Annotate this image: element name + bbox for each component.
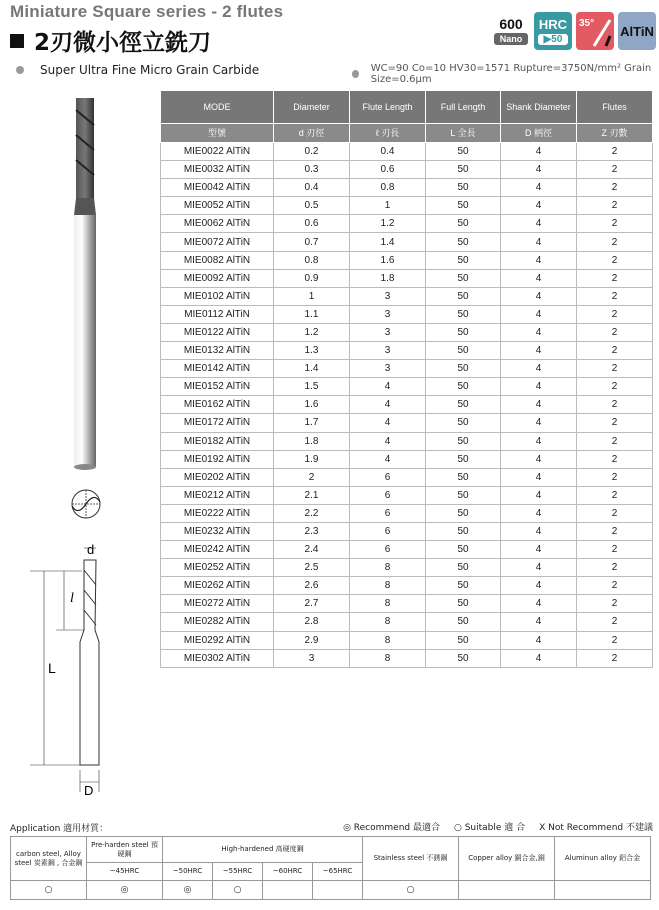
table-cell: MIE0062 AlTiN bbox=[161, 215, 274, 233]
table-cell: MIE0262 AlTiN bbox=[161, 577, 274, 595]
end-view-icon bbox=[72, 490, 100, 518]
table-cell: 2.1 bbox=[274, 486, 350, 504]
mark-carbon: ○ bbox=[11, 881, 87, 900]
table-cell: 0.7 bbox=[274, 233, 350, 251]
table-cell: 50 bbox=[426, 179, 501, 197]
app-highharden: High-hardened 高硬度鋼 bbox=[163, 837, 363, 863]
table-cell: 2 bbox=[577, 613, 653, 631]
label-D: D bbox=[84, 783, 94, 798]
bullet-dot-icon bbox=[16, 66, 24, 74]
table-cell: 50 bbox=[426, 631, 501, 649]
hrc-badge bbox=[534, 12, 572, 50]
table-cell: MIE0042 AlTiN bbox=[161, 179, 274, 197]
table-cell: 50 bbox=[426, 595, 501, 613]
table-cell: 50 bbox=[426, 269, 501, 287]
table-cell: 0.4 bbox=[350, 143, 426, 161]
table-cell: 50 bbox=[426, 577, 501, 595]
table-cell: 2.8 bbox=[274, 613, 350, 631]
table-cell: 50 bbox=[426, 143, 501, 161]
table-cell: 4 bbox=[501, 305, 577, 323]
table-cell: MIE0032 AlTiN bbox=[161, 161, 274, 179]
table-cell: 4 bbox=[501, 215, 577, 233]
table-cell: 2.6 bbox=[274, 577, 350, 595]
bullet-dot-icon bbox=[352, 70, 359, 78]
table-cell: 2 bbox=[577, 432, 653, 450]
table-cell: 4 bbox=[501, 414, 577, 432]
table-cell: MIE0022 AlTiN bbox=[161, 143, 274, 161]
table-cell: MIE0112 AlTiN bbox=[161, 305, 274, 323]
table-row bbox=[161, 161, 653, 179]
table-cell: 2 bbox=[577, 486, 653, 504]
table-row bbox=[161, 342, 653, 360]
table-cell: 4 bbox=[501, 649, 577, 667]
material-line bbox=[16, 63, 259, 77]
table-cell: 8 bbox=[350, 613, 426, 631]
label-l: l bbox=[70, 591, 74, 606]
label-L: L bbox=[48, 660, 56, 676]
table-cell: 4 bbox=[501, 378, 577, 396]
table-cell: 2 bbox=[577, 215, 653, 233]
table-cell: 4 bbox=[501, 577, 577, 595]
table-cell: 6 bbox=[350, 486, 426, 504]
table-cell: 3 bbox=[350, 360, 426, 378]
table-cell: MIE0232 AlTiN bbox=[161, 522, 274, 540]
table-cell: 2 bbox=[577, 541, 653, 559]
table-cell: 0.5 bbox=[274, 197, 350, 215]
table-cell: 4 bbox=[501, 233, 577, 251]
table-cell: 50 bbox=[426, 197, 501, 215]
table-cell: 0.8 bbox=[350, 179, 426, 197]
table-cell: 50 bbox=[426, 161, 501, 179]
application-title: Application 適用材質： bbox=[10, 824, 109, 834]
col-flutes: Flutes bbox=[577, 91, 653, 124]
table-cell: MIE0172 AlTiN bbox=[161, 414, 274, 432]
mark-55hrc: ○ bbox=[213, 881, 263, 900]
table-cell: 3 bbox=[350, 323, 426, 341]
table-cell: 2 bbox=[577, 378, 653, 396]
table-cell: MIE0292 AlTiN bbox=[161, 631, 274, 649]
table-cell: 2 bbox=[577, 342, 653, 360]
table-cell: 0.4 bbox=[274, 179, 350, 197]
spec-table bbox=[160, 90, 653, 668]
table-cell: 2 bbox=[577, 631, 653, 649]
table-cell: 0.8 bbox=[274, 251, 350, 269]
table-cell: MIE0222 AlTiN bbox=[161, 504, 274, 522]
nano-top: 600 bbox=[499, 16, 523, 32]
table-row bbox=[161, 432, 653, 450]
table-cell: 50 bbox=[426, 251, 501, 269]
col-flute-length-cn: ℓ 刃長 bbox=[350, 124, 426, 143]
table-row bbox=[161, 486, 653, 504]
table-cell: MIE0102 AlTiN bbox=[161, 287, 274, 305]
table-cell: 50 bbox=[426, 541, 501, 559]
table-row bbox=[161, 360, 653, 378]
application-legend bbox=[343, 820, 653, 833]
material-text: Super Ultra Fine Micro Grain Carbide bbox=[40, 63, 260, 77]
table-cell: 2 bbox=[577, 504, 653, 522]
table-cell: 4 bbox=[501, 559, 577, 577]
nano-bottom: Nano bbox=[494, 33, 528, 45]
table-row bbox=[161, 613, 653, 631]
table-cell: 4 bbox=[350, 396, 426, 414]
table-cell: 2 bbox=[577, 595, 653, 613]
table-cell: MIE0052 AlTiN bbox=[161, 197, 274, 215]
table-cell: 2 bbox=[577, 233, 653, 251]
table-cell: 4 bbox=[350, 378, 426, 396]
table-cell: 4 bbox=[501, 486, 577, 504]
table-cell: 1.8 bbox=[274, 432, 350, 450]
table-cell: 4 bbox=[501, 197, 577, 215]
table-cell: 4 bbox=[501, 541, 577, 559]
altin-coating-badge bbox=[618, 12, 656, 50]
page-title-cn bbox=[10, 24, 211, 57]
table-cell: 2.2 bbox=[274, 504, 350, 522]
table-cell: 6 bbox=[350, 541, 426, 559]
header-row-en bbox=[161, 91, 653, 124]
table-cell: 4 bbox=[501, 323, 577, 341]
table-cell: 2 bbox=[577, 414, 653, 432]
table-cell: MIE0212 AlTiN bbox=[161, 486, 274, 504]
table-cell: 2.3 bbox=[274, 522, 350, 540]
table-cell: 4 bbox=[501, 450, 577, 468]
table-cell: 1 bbox=[350, 197, 426, 215]
table-row bbox=[161, 559, 653, 577]
table-cell: 1.8 bbox=[350, 269, 426, 287]
hrc-bottom: ▶50 bbox=[538, 34, 568, 45]
app-sub-45: ~45HRC bbox=[87, 863, 163, 881]
table-cell: 4 bbox=[350, 414, 426, 432]
table-cell: 2.5 bbox=[274, 559, 350, 577]
table-cell: 2 bbox=[577, 143, 653, 161]
table-cell: 1.6 bbox=[274, 396, 350, 414]
table-cell: 50 bbox=[426, 486, 501, 504]
table-row bbox=[161, 414, 653, 432]
table-cell: 8 bbox=[350, 649, 426, 667]
table-cell: 50 bbox=[426, 414, 501, 432]
table-cell: 2 bbox=[577, 559, 653, 577]
tool-drawing bbox=[0, 90, 160, 810]
table-cell: 2 bbox=[577, 396, 653, 414]
table-cell: 2 bbox=[577, 161, 653, 179]
hrc-top: HRC bbox=[538, 16, 568, 32]
col-mode: MODE bbox=[161, 91, 274, 124]
table-cell: 2.4 bbox=[274, 541, 350, 559]
table-cell: MIE0082 AlTiN bbox=[161, 251, 274, 269]
table-row bbox=[161, 631, 653, 649]
table-cell: MIE0282 AlTiN bbox=[161, 613, 274, 631]
helix-angle-badge bbox=[576, 12, 614, 50]
legend-suitable: ○ Suitable 適 合 bbox=[453, 823, 526, 833]
table-cell: 1.7 bbox=[274, 414, 350, 432]
table-cell: 2.7 bbox=[274, 595, 350, 613]
table-row bbox=[161, 143, 653, 161]
table-cell: MIE0302 AlTiN bbox=[161, 649, 274, 667]
mark-50hrc: ◎ bbox=[163, 881, 213, 900]
app-stainless: Stainless steel 不銹鋼 bbox=[363, 837, 459, 881]
table-cell: 50 bbox=[426, 468, 501, 486]
feature-badges bbox=[492, 12, 656, 50]
table-cell: 1.5 bbox=[274, 378, 350, 396]
table-cell: 3 bbox=[350, 287, 426, 305]
table-row bbox=[161, 396, 653, 414]
table-cell: 50 bbox=[426, 613, 501, 631]
table-cell: 0.2 bbox=[274, 143, 350, 161]
table-cell: 3 bbox=[350, 342, 426, 360]
table-cell: 1.2 bbox=[274, 323, 350, 341]
table-cell: 8 bbox=[350, 559, 426, 577]
table-cell: 4 bbox=[501, 143, 577, 161]
table-cell: 2 bbox=[577, 468, 653, 486]
table-cell: 4 bbox=[350, 450, 426, 468]
app-sub-55: ~55HRC bbox=[213, 863, 263, 881]
col-diameter-cn: d 刃徑 bbox=[274, 124, 350, 143]
helix-angle-icon bbox=[592, 18, 612, 48]
table-row bbox=[161, 269, 653, 287]
table-row bbox=[161, 504, 653, 522]
table-cell: 4 bbox=[501, 613, 577, 631]
table-row bbox=[161, 233, 653, 251]
table-cell: 2 bbox=[577, 197, 653, 215]
table-row bbox=[161, 522, 653, 540]
table-row bbox=[161, 287, 653, 305]
table-cell: 2 bbox=[577, 522, 653, 540]
table-cell: 50 bbox=[426, 287, 501, 305]
table-cell: 8 bbox=[350, 631, 426, 649]
table-cell: 4 bbox=[350, 432, 426, 450]
table-row bbox=[161, 450, 653, 468]
table-cell: 6 bbox=[350, 468, 426, 486]
mark-60hrc bbox=[263, 881, 313, 900]
app-aluminum: Aluminun alloy 鋁合金 bbox=[555, 837, 651, 881]
table-row bbox=[161, 595, 653, 613]
table-cell: 6 bbox=[350, 522, 426, 540]
table-cell: MIE0122 AlTiN bbox=[161, 323, 274, 341]
table-cell: MIE0092 AlTiN bbox=[161, 269, 274, 287]
table-cell: 4 bbox=[501, 251, 577, 269]
table-cell: 50 bbox=[426, 432, 501, 450]
table-cell: 6 bbox=[350, 504, 426, 522]
col-shank-diameter-cn: D 柄徑 bbox=[501, 124, 577, 143]
table-cell: MIE0192 AlTiN bbox=[161, 450, 274, 468]
table-cell: MIE0242 AlTiN bbox=[161, 541, 274, 559]
table-cell: 50 bbox=[426, 559, 501, 577]
col-shank-diameter: Shank Diameter bbox=[501, 91, 577, 124]
table-cell: 1.1 bbox=[274, 305, 350, 323]
table-cell: 2 bbox=[577, 179, 653, 197]
table-cell: 4 bbox=[501, 269, 577, 287]
square-bullet-icon bbox=[10, 34, 24, 48]
table-cell: 50 bbox=[426, 360, 501, 378]
table-cell: 50 bbox=[426, 450, 501, 468]
title-cn-text: 2刃微小徑立銑刀 bbox=[34, 30, 212, 56]
table-row bbox=[161, 323, 653, 341]
legend-not-recommend: X Not Recommend 不建議 bbox=[539, 823, 653, 833]
col-diameter: Diameter bbox=[274, 91, 350, 124]
app-sub-65: ~65HRC bbox=[313, 863, 363, 881]
table-cell: 0.6 bbox=[350, 161, 426, 179]
mark-copper bbox=[459, 881, 555, 900]
table-cell: 4 bbox=[501, 287, 577, 305]
table-cell: 2 bbox=[577, 269, 653, 287]
table-cell: 4 bbox=[501, 468, 577, 486]
table-cell: 4 bbox=[501, 360, 577, 378]
table-cell: 8 bbox=[350, 595, 426, 613]
table-cell: MIE0132 AlTiN bbox=[161, 342, 274, 360]
table-row bbox=[161, 541, 653, 559]
table-cell: MIE0072 AlTiN bbox=[161, 233, 274, 251]
table-row bbox=[161, 251, 653, 269]
table-cell: 4 bbox=[501, 504, 577, 522]
tool-dimension-drawing bbox=[30, 548, 99, 792]
table-cell: 4 bbox=[501, 432, 577, 450]
table-row bbox=[161, 378, 653, 396]
table-cell: 2 bbox=[577, 577, 653, 595]
table-cell: 4 bbox=[501, 522, 577, 540]
col-full-length-cn: L 全長 bbox=[426, 124, 501, 143]
table-cell: 0.6 bbox=[274, 215, 350, 233]
table-cell: MIE0162 AlTiN bbox=[161, 396, 274, 414]
table-row bbox=[161, 468, 653, 486]
table-row bbox=[161, 215, 653, 233]
app-carbon: carbon steel, Alloy steel 炭素鋼 , 合金鋼 bbox=[11, 837, 87, 881]
table-cell: 4 bbox=[501, 179, 577, 197]
table-cell: 50 bbox=[426, 305, 501, 323]
app-preharden: Pre-harden steel 預硬鋼 bbox=[87, 837, 163, 863]
table-cell: 2.9 bbox=[274, 631, 350, 649]
table-cell: 50 bbox=[426, 522, 501, 540]
table-cell: 2 bbox=[577, 649, 653, 667]
table-cell: 50 bbox=[426, 396, 501, 414]
table-cell: MIE0202 AlTiN bbox=[161, 468, 274, 486]
table-row bbox=[161, 305, 653, 323]
table-cell: 2 bbox=[577, 305, 653, 323]
table-cell: 50 bbox=[426, 215, 501, 233]
app-copper: Copper alloy 銅合金,銅 bbox=[459, 837, 555, 881]
table-cell: 2 bbox=[577, 450, 653, 468]
table-row bbox=[161, 649, 653, 667]
table-row bbox=[161, 197, 653, 215]
table-cell: 1 bbox=[274, 287, 350, 305]
table-cell: 8 bbox=[350, 577, 426, 595]
table-cell: 2 bbox=[577, 360, 653, 378]
app-sub-60: ~60HRC bbox=[263, 863, 313, 881]
spec-line bbox=[352, 63, 659, 85]
tool-photo bbox=[74, 98, 96, 470]
mark-stainless: ○ bbox=[363, 881, 459, 900]
application-table bbox=[10, 836, 651, 900]
table-cell: 2 bbox=[577, 287, 653, 305]
table-cell: 1.4 bbox=[274, 360, 350, 378]
table-cell: 4 bbox=[501, 595, 577, 613]
col-mode-cn: 型號 bbox=[161, 124, 274, 143]
table-cell: MIE0152 AlTiN bbox=[161, 378, 274, 396]
table-cell: 50 bbox=[426, 342, 501, 360]
table-cell: MIE0252 AlTiN bbox=[161, 559, 274, 577]
angle-text: 35° bbox=[579, 18, 595, 29]
table-row bbox=[161, 179, 653, 197]
table-cell: 2 bbox=[274, 468, 350, 486]
mark-65hrc bbox=[313, 881, 363, 900]
header-row-cn bbox=[161, 124, 653, 143]
table-cell: 1.2 bbox=[350, 215, 426, 233]
coating-text: AlTiN bbox=[620, 23, 654, 39]
table-cell: 4 bbox=[501, 342, 577, 360]
table-cell: 50 bbox=[426, 649, 501, 667]
table-row bbox=[161, 577, 653, 595]
spec-text: WC=90 Co=10 HV30=1571 Rupture=3750N/mm² Grain Size=0.6μm bbox=[370, 63, 652, 85]
nano-600-badge bbox=[492, 12, 530, 50]
mark-preharden: ◎ bbox=[87, 881, 163, 900]
table-cell: 4 bbox=[501, 396, 577, 414]
table-cell: MIE0272 AlTiN bbox=[161, 595, 274, 613]
table-cell: 50 bbox=[426, 378, 501, 396]
table-cell: MIE0182 AlTiN bbox=[161, 432, 274, 450]
table-cell: 1.3 bbox=[274, 342, 350, 360]
table-cell: 0.3 bbox=[274, 161, 350, 179]
table-cell: 1.4 bbox=[350, 233, 426, 251]
table-cell: 50 bbox=[426, 323, 501, 341]
table-cell: 2 bbox=[577, 323, 653, 341]
col-flute-length: Flute Length bbox=[350, 91, 426, 124]
table-cell: 3 bbox=[274, 649, 350, 667]
table-cell: 1.6 bbox=[350, 251, 426, 269]
table-cell: 50 bbox=[426, 504, 501, 522]
table-cell: 0.9 bbox=[274, 269, 350, 287]
table-cell: 2 bbox=[577, 251, 653, 269]
col-flutes-cn: Z 刃數 bbox=[577, 124, 653, 143]
table-cell: 50 bbox=[426, 233, 501, 251]
table-cell: 4 bbox=[501, 631, 577, 649]
table-cell: 3 bbox=[350, 305, 426, 323]
table-cell: MIE0142 AlTiN bbox=[161, 360, 274, 378]
mark-aluminum bbox=[555, 881, 651, 900]
legend-recommend: ◎ Recommend 最適合 bbox=[343, 823, 440, 833]
page-title-en: Miniature Square series - 2 flutes bbox=[10, 2, 284, 21]
app-sub-50: ~50HRC bbox=[163, 863, 213, 881]
table-cell: 1.9 bbox=[274, 450, 350, 468]
table-cell: 4 bbox=[501, 161, 577, 179]
label-d: d bbox=[87, 542, 95, 557]
col-full-length: Full Length bbox=[426, 91, 501, 124]
